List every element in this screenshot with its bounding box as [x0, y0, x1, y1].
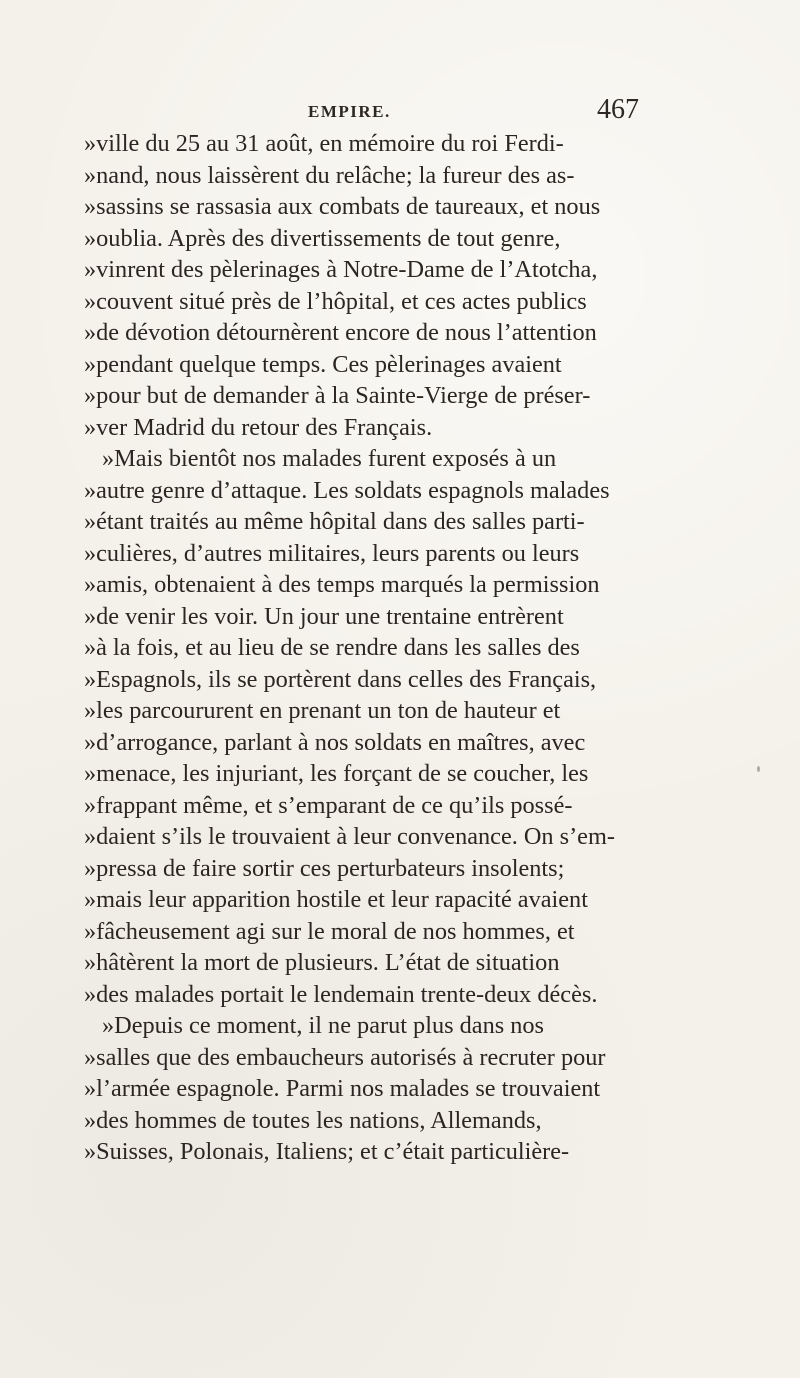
text-line: »pour but de demander à la Sainte-Vierge de préser-: [84, 382, 591, 409]
text-line: »l’armée espagnole. Parmi nos malades se trouvaient: [84, 1075, 601, 1102]
text-line: »menace, les injuriant, les forçant de se coucher, les: [84, 760, 589, 787]
paragraph-start-line: »Depuis ce moment, il ne parut plus dans nos: [102, 1012, 544, 1039]
text-line: »de venir les voir. Un jour une trentaine entrèrent: [84, 602, 564, 630]
text-line: »Suisses, Polonais, Italiens; et c’était particulière-: [84, 1138, 570, 1165]
page-number: 467: [597, 94, 639, 125]
text-line: »mais leur apparition hostile et leur rapacité avaient: [84, 886, 588, 913]
text-line: »ver Madrid du retour des Français.: [84, 413, 433, 441]
text-line: »ville du 25 au 31 août, en mémoire du roi Ferdi-: [84, 130, 564, 157]
text-line: »de dévotion détournèrent encore de nous l’attention: [84, 319, 597, 346]
text-line: »culières, d’autres militaires, leurs parents ou leurs: [84, 539, 580, 567]
text-line: »des hommes de toutes les nations, Allemands,: [84, 1106, 542, 1134]
text-line: »hâtèrent la mort de plusieurs. L’état de situation: [84, 949, 560, 976]
text-line: »pressa de faire sortir ces perturbateurs insolents;: [84, 854, 565, 882]
text-line: »daient s’ils le trouvaient à leur convenance. On s’em-: [84, 823, 615, 850]
text-line: »d’arrogance, parlant à nos soldats en maîtres, avec: [84, 728, 586, 756]
text-line: »nand, nous laissèrent du relâche; la fureur des as-: [84, 161, 575, 189]
text-line: »Espagnols, ils se portèrent dans celles des Français,: [84, 665, 597, 693]
text-line: »pendant quelque temps. Ces pèlerinages avaient: [84, 350, 562, 378]
text-line: »salles que des embaucheurs autorisés à recruter pour: [84, 1043, 606, 1071]
text-line: »les parcoururent en prenant un ton de hauteur et: [84, 697, 561, 724]
main-text: [84, 128, 716, 1168]
text-line: »à la fois, et au lieu de se rendre dans les salles des: [84, 634, 580, 661]
text-line: »sassins se rassasia aux combats de taureaux, et nous: [84, 193, 601, 220]
text-line: »oublia. Après des divertissements de tout genre,: [84, 224, 561, 252]
ink-speck: [757, 766, 760, 772]
text-line: »autre genre d’attaque. Les soldats espagnols malades: [84, 476, 610, 504]
text-line: »vinrent des pèlerinages à Notre-Dame de l’Atotcha,: [84, 256, 598, 283]
text-line: »des malades portait le lendemain trente-deux décès.: [84, 980, 598, 1008]
paragraph-start-line: »Mais bientôt nos malades furent exposés à un: [102, 445, 557, 472]
running-head: EMPIRE.: [308, 102, 391, 121]
text-line: »amis, obtenaient à des temps marqués la permission: [84, 571, 600, 598]
text-line: »frappant même, et s’emparant de ce qu’ils possé-: [84, 791, 573, 819]
text-line: »fâcheusement agi sur le moral de nos hommes, et: [84, 917, 575, 945]
text-line: »couvent situé près de l’hôpital, et ces actes publics: [84, 287, 587, 315]
text-line: »étant traités au même hôpital dans des salles parti-: [84, 508, 585, 535]
